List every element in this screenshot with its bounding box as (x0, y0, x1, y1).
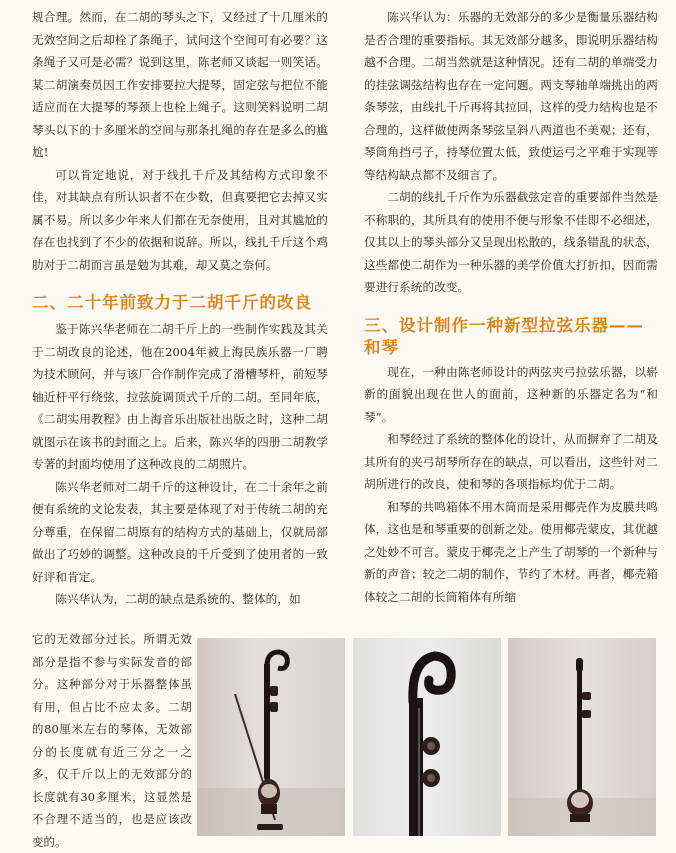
instrument-photo-front (508, 638, 656, 836)
right-column (364, 6, 658, 608)
paragraph: 它的无效部分过长。所谓无效部分是指不参与实际发音的部分。这种部分对于乐器整体虽有用，但占比不应太多。二胡的80厘米左右的琴体，无效部分的长度就有近三分之一之多，仅千斤以上的无效部分的长度就有30多厘米，这显然是不合理不适当的，也是应该改变的。 (32, 632, 192, 849)
paragraph: 现在，一种由陈老师设计的两弦夹弓拉弦乐器，以崭新的面貌出现在世人的面前，这种新的乐器定名为“和琴”。 (364, 364, 658, 424)
instrument-photo-head-closeup (353, 638, 501, 836)
paragraph: 和琴经过了系统的整体化的设计，从而摒弃了二胡及其所有的夹弓胡琴所存在的缺点，可以看出，这些针对二胡所进行的改良，使和琴的各项指标均优于二胡。 (364, 432, 658, 491)
paragraph: 规合理。然而，在二胡的琴头之下，又经过了十几厘米的无效空间之后却栓了条绳子，试问这个空间可有必要？这条绳子又可是必需？说到这里，陈老师又谈起一则笑话。某二胡演奏员因工作安排要拉大提琴，固定弦与把位不能适应而在大提琴的琴颈上也栓上绳子。这则笑料说明二胡琴头以下的十多厘米的空间与那条扎绳的存在是多么的尴尬! (32, 10, 328, 159)
paragraph: 二胡的线扎千斤作为乐器截弦定音的重要部件当然是不称职的，其所具有的使用不便与形象不佳即不必细述，仅其以上的琴头部分又呈现出松散的，线条错乱的状态，这些都使二胡作为一种乐器的美学价值大打折扣，因而需要进行系统的改变。 (364, 190, 658, 294)
section-heading-line: 三、设计制作一种新型拉弦乐器—— (364, 315, 644, 335)
section-heading-line: 和琴 (364, 337, 399, 357)
wrapped-text-block (32, 628, 192, 853)
left-column (32, 6, 328, 611)
section-heading: 二、二十年前致力于二胡千斤的改良 (32, 293, 312, 312)
instrument-head-illustration (353, 638, 501, 836)
instrument-full-illustration (197, 638, 345, 836)
instrument-front-illustration (508, 638, 656, 836)
paragraph: 鉴于陈兴华老师在二胡千斤上的一些制作实践及其关于二胡改良的论述，他在2004年被上海民族乐器一厂聘为技术顾问，并与该厂合作制作完成了滑槽琴杆，前短琴轴近杆平行绕弦，拉弦旋调顶式千斤的二胡。至同年底，《二胡实用教程》由上海音乐出版社出版之时，这种二胡就图示在该书的封面之上。后来，陈兴华的四册二胡教学专著的封面均使用了这种改良的二胡照片。 (32, 322, 328, 471)
paragraph: 可以肯定地说，对于线扎千斤及其结构方式印象不佳，对其缺点有所认识者不在少数，但真要把它去掉又实属不易。所以多少年来人们都在无奈使用，且对其尴尬的存在也找到了不少的依据和说辞。所以，线扎千斤这个鸡肋对于二胡而言虽是勉为其难，却又莫之奈何。 (32, 167, 328, 272)
paragraph: 陈兴华认为：乐器的无效部分的多少是衡量乐器结构是否合理的重要指标。其无效部分越多，即说明乐器结构越不合理。二胡当然就是这种情况。还有二胡的单端受力的挂弦调弦结构也存在一定问题。两支琴轴单端挑出的两条琴弦，由线扎千斤再将其拉回，这样的受力结构也是不合理的，这样做使两条琴弦呈斜八两道也不美观；还有，琴筒角挡弓子，持琴位置太低，致使运弓之平难于实现等等结构缺点都不及细言了。 (364, 10, 658, 182)
paragraph: 陈兴华老师对二胡千斤的这种设计，在二十余年之前便有系统的文论发表，其主要是体现了对于传统二胡的充分尊重，在保留二胡原有的结构方式的基础上，仅就局部做出了巧妙的调整。这种改良的千斤受到了使用者的一致好评和肯定。 (32, 479, 328, 584)
instrument-photo-full (197, 638, 345, 836)
section-heading (364, 315, 658, 359)
paragraph: 陈兴华认为，二胡的缺点是系统的、整体的，如 (55, 592, 301, 606)
paragraph: 和琴的共鸣箱体不用木筒而是采用椰壳作为皮膜共鸣体，这也是和琴重要的创新之处。使用椰壳蒙皮，其优越之处妙不可言。蒙皮于椰壳之上产生了胡琴的一个新种与新的声音；较之二胡的制作，节约了木材。再者，椰壳箱体较之二胡的长筒箱体有所缩 (364, 499, 658, 604)
